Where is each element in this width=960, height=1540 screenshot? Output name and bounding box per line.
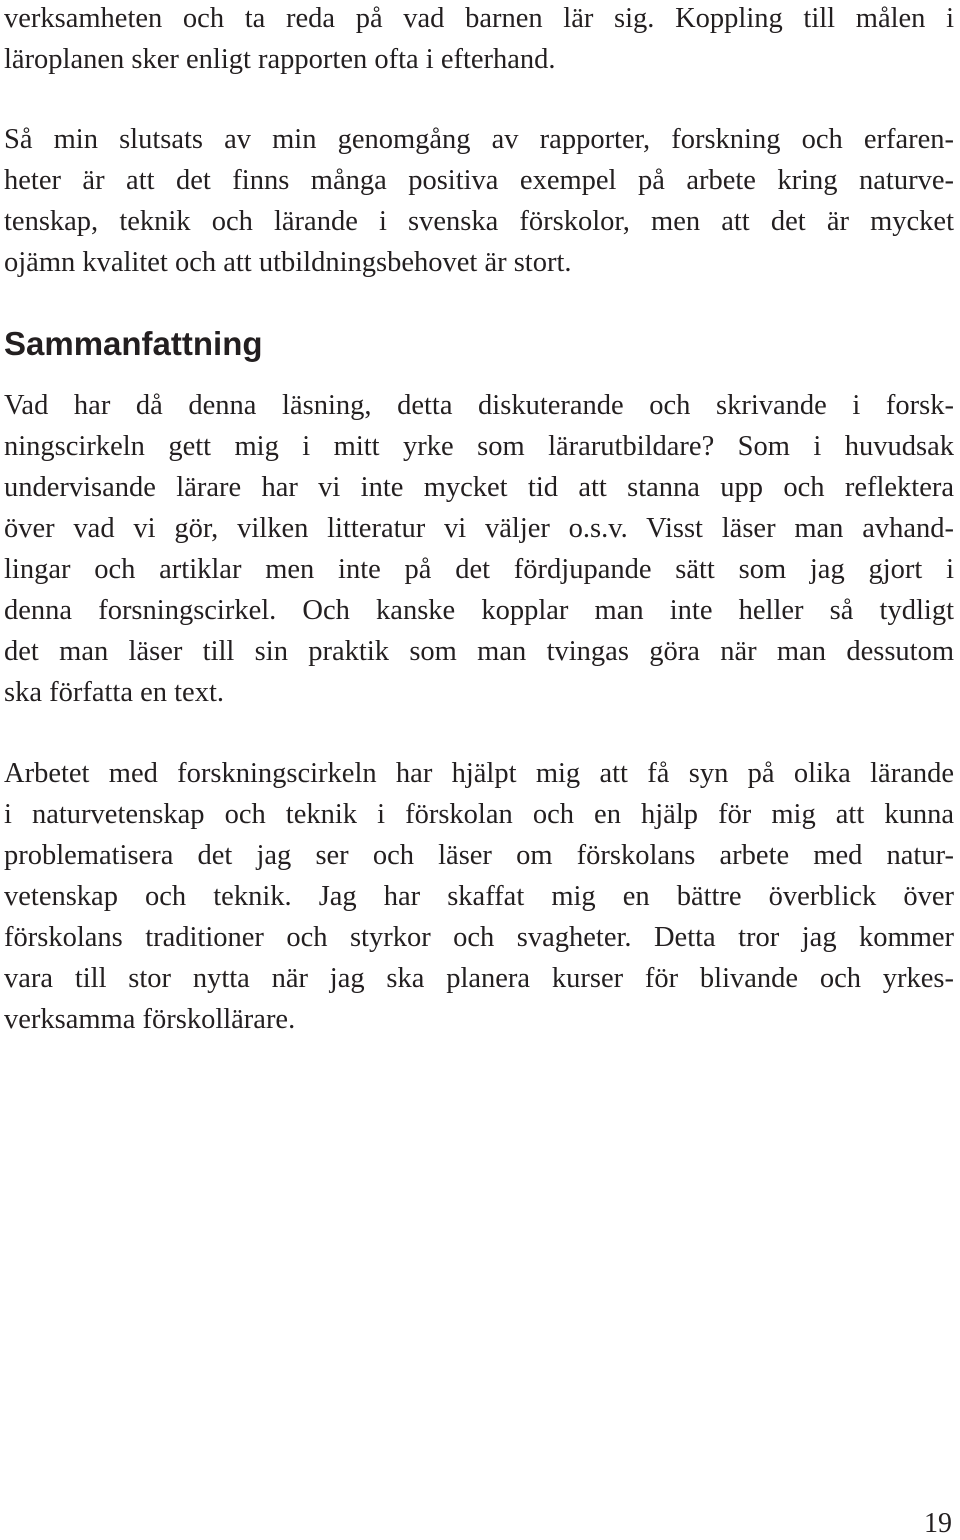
text-line: Vad har då denna läsning, detta diskuterande och skrivande i forsk- [4,390,954,421]
text-line: ningscirkeln gett mig i mitt yrke som lärarutbildare? Som i huvudsak [4,431,954,462]
text-line: vara till stor nytta när jag ska planera kurser för blivande och yrkes- [4,963,954,994]
text-line: förskolans traditioner och styrkor och svagheter. Detta tror jag kommer [4,922,954,953]
text-line: verksamheten och ta reda på vad barnen lär sig. Koppling till målen i [4,3,954,34]
text-line: Arbetet med forskningscirkeln har hjälpt mig att få syn på olika lärande [4,758,954,789]
text-line: ska författa en text. [4,677,224,708]
page-number: 19 [924,1508,952,1539]
text-line: över vad vi gör, vilken litteratur vi väljer o.s.v. Visst läser man avhand- [4,513,954,544]
paragraph-1 [4,0,954,80]
paragraph-3 [4,385,954,713]
text-line: problematisera det jag ser och läser om förskolans arbete med natur- [4,840,954,871]
text-line: i naturvetenskap och teknik i förskolan och en hjälp för mig att kunna [4,799,954,830]
paragraph-2 [4,119,954,283]
text-line: tenskap, teknik och lärande i svenska förskolor, men att det är mycket [4,206,954,237]
text-line: undervisande lärare har vi inte mycket tid att stanna upp och reflektera [4,472,954,503]
paragraph-4 [4,753,954,1040]
text-line: vetenskap och teknik. Jag har skaffat mig en bättre överblick över [4,881,954,912]
text-line: Så min slutsats av min genomgång av rapporter, forskning och erfaren- [4,124,954,155]
section-heading: Sammanfattning [4,325,263,362]
text-line: läroplanen sker enligt rapporten ofta i efterhand. [4,44,556,75]
text-line: heter är att det finns många positiva exempel på arbete kring naturve- [4,165,954,196]
text-line: verksamma förskollärare. [4,1004,296,1035]
text-line: lingar och artiklar men inte på det fördjupande sätt som jag gjort i [4,554,954,585]
text-line: denna forsningscirkel. Och kanske kopplar man inte heller så tydligt [4,595,954,626]
text-line: ojämn kvalitet och att utbildningsbehovet är stort. [4,247,572,278]
text-line: det man läser till sin praktik som man tvingas göra när man dessutom [4,636,954,667]
